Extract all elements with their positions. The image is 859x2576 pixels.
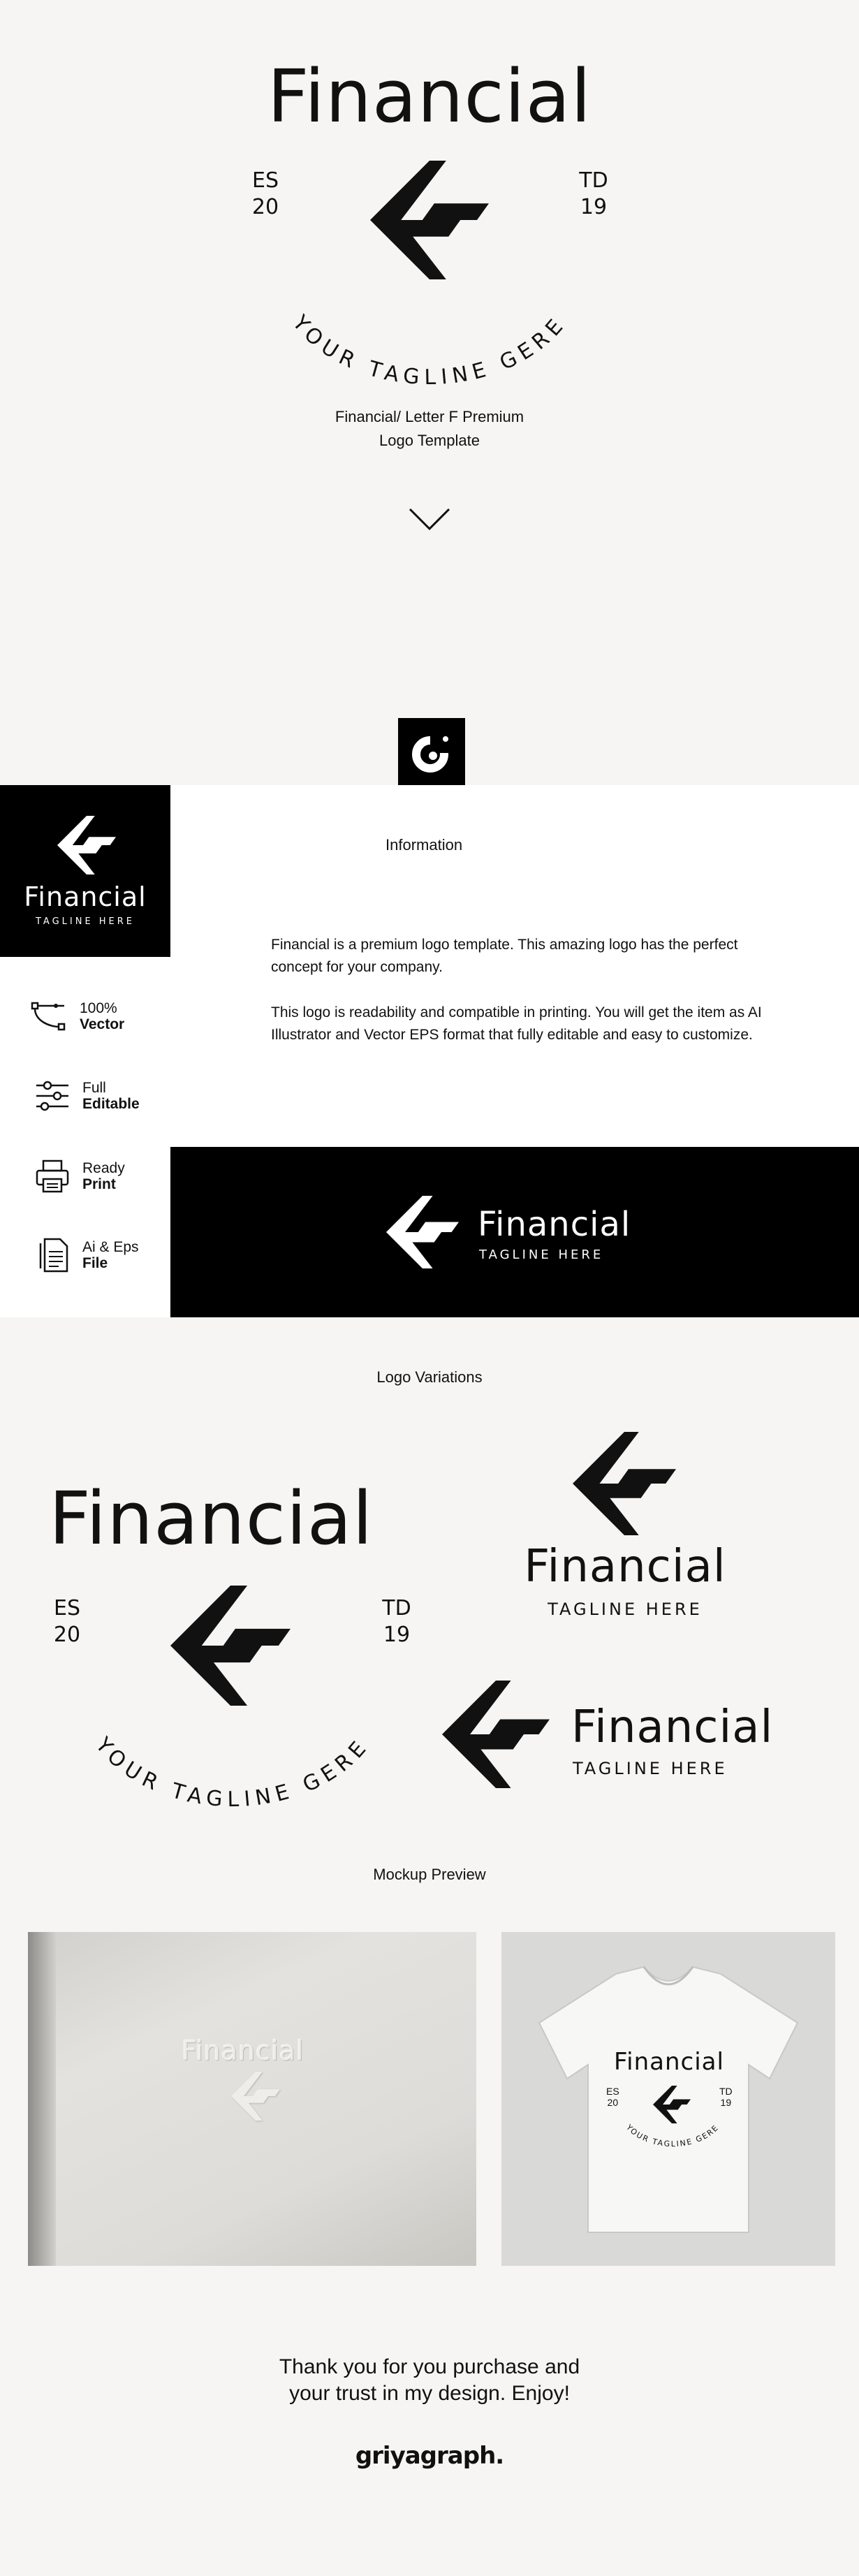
sliders-icon [35, 1080, 70, 1112]
variations-stacked-f-icon [571, 1432, 677, 1535]
printer-icon [35, 1159, 70, 1193]
variations-horizontal-f-icon [440, 1681, 552, 1788]
mockup-shirt-est-right [719, 2086, 733, 2108]
banner-f-icon [384, 1196, 461, 1268]
mockup-shirt-est-left-top: ES [606, 2086, 619, 2097]
hero-caption-line2: Logo Template [379, 432, 480, 449]
variations-est-left [46, 1595, 88, 1648]
feature-vector-line2: Vector [80, 1016, 125, 1032]
hero-tagline-text: YOUR TAGLINE GERE [287, 310, 572, 384]
feature-editable [35, 1080, 140, 1112]
footer-signature: griyagraph. [355, 2442, 504, 2470]
file-icon [39, 1238, 70, 1273]
info-heading: Information [386, 836, 463, 854]
info-brand-tagline: TAGLINE HERE [35, 916, 135, 927]
feature-file [39, 1238, 139, 1273]
feature-file-line2: File [82, 1255, 108, 1271]
mockup-shirt-wordmark: Financial [614, 2048, 724, 2076]
hero-est-left-bottom: 20 [251, 195, 279, 219]
variations-stacked-wordmark: Financial [524, 1541, 726, 1593]
pen-tool-icon [29, 1000, 67, 1032]
svg-text:YOUR TAGLINE GERE [90, 1732, 374, 1812]
variations-title: Logo Variations [376, 1368, 483, 1386]
variations-tagline-text: YOUR TAGLINE GERE [90, 1732, 375, 1813]
mockup-shirt [501, 1932, 835, 2266]
variations-tagline-arc [61, 1660, 404, 1813]
hero-est-right-bottom: 19 [580, 195, 608, 219]
hero-caption-line1: Financial/ Letter F Premium [335, 408, 524, 425]
feature-vector [29, 1000, 124, 1032]
mockup-paper [28, 1932, 476, 2266]
variations-est-left-bottom: 20 [53, 1623, 81, 1647]
hero-tagline-arc [258, 230, 601, 384]
hero-est-left [244, 168, 286, 221]
info-paragraph2: This logo is readability and compatible in printing. You will get the item as AI Illustrator and Vector EPS format that fully editable and easy to customize. [271, 1004, 762, 1043]
variations-est-left-top: ES [54, 1596, 80, 1620]
info-brand-tile [0, 785, 170, 957]
chevron-down-icon[interactable] [409, 506, 450, 532]
hero-caption [0, 405, 859, 453]
info-brand-f-icon [56, 816, 117, 874]
mockup-shirt-est-left [606, 2086, 619, 2108]
svg-text:YOUR TAGLINE GERE [624, 2122, 721, 2149]
feature-file-line1: Ai & Eps [82, 1239, 139, 1255]
feature-print-line1: Ready [82, 1160, 125, 1176]
mockup-shirt-est-right-bottom: 19 [720, 2097, 732, 2108]
mockup-shirt-est-right-top: TD [719, 2086, 733, 2097]
brand-badge-icon [398, 718, 465, 785]
mockup-paper-wordmark: Financial [182, 2035, 304, 2066]
footer-thanks [0, 2354, 859, 2407]
hero-est-right [573, 168, 615, 221]
mockup-paper-f-icon [230, 2072, 281, 2121]
info-paragraph1: Financial is a premium logo template. This amazing logo has the perfect concept for your company. [271, 937, 738, 975]
footer-thanks-line2: your trust in my design. Enjoy! [289, 2382, 570, 2405]
svg-text:YOUR TAGLINE GERE [287, 310, 571, 384]
mockup-shirt-est-left-bottom: 20 [607, 2097, 619, 2108]
variations-horizontal-tagline: TAGLINE HERE [573, 1759, 728, 1778]
hero-wordmark: Financial [267, 54, 592, 139]
variations-wordmark: Financial [49, 1476, 374, 1561]
variations-est-right [376, 1595, 418, 1648]
info-banner [170, 1147, 859, 1317]
feature-print-line2: Print [82, 1176, 116, 1192]
mockup-paper-shadow [28, 1932, 56, 2266]
feature-print [35, 1159, 125, 1193]
variations-horizontal-wordmark: Financial [571, 1702, 774, 1753]
info-brand-wordmark: Financial [24, 881, 147, 912]
mockup-shirt-tagline-text: YOUR TAGLINE GERE [624, 2123, 721, 2149]
hero-est-right-top: TD [579, 168, 608, 193]
feature-editable-line1: Full [82, 1080, 106, 1096]
feature-editable-line2: Editable [82, 1096, 140, 1112]
banner-wordmark: Financial [478, 1205, 631, 1244]
mockup-shirt-tagline-arc [613, 2107, 732, 2162]
variations-est-right-bottom: 19 [383, 1623, 411, 1647]
banner-tagline: TAGLINE HERE [479, 1247, 604, 1262]
brand-badge [398, 718, 465, 785]
footer-thanks-line1: Thank you for you purchase and [279, 2355, 580, 2378]
mockup-title: Mockup Preview [373, 1866, 486, 1883]
variations-stacked-tagline: TAGLINE HERE [548, 1600, 703, 1619]
hero-est-left-top: ES [252, 168, 279, 193]
variations-est-right-top: TD [382, 1596, 411, 1620]
feature-vector-line1: 100% [80, 1000, 117, 1016]
